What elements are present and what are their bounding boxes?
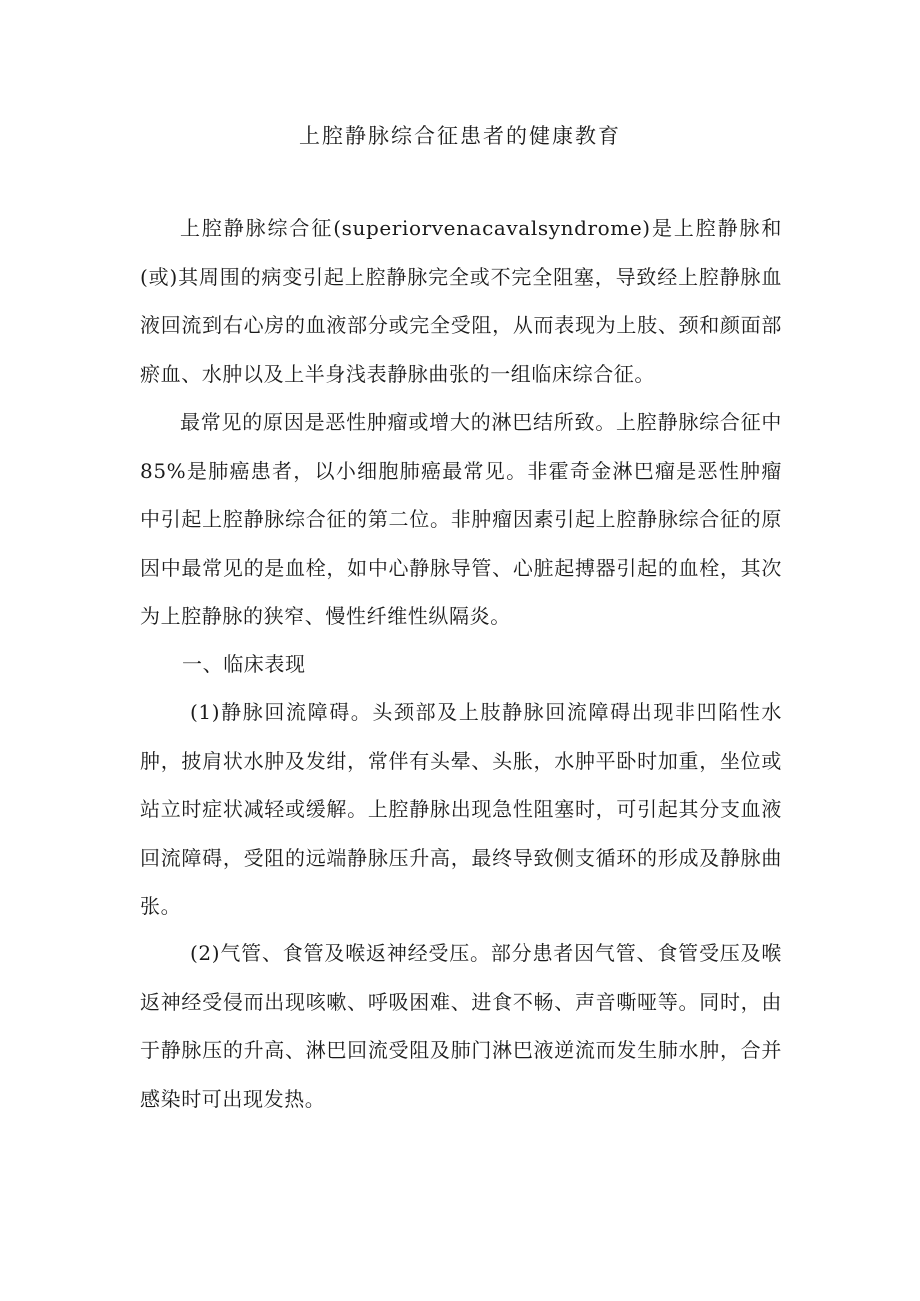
section-heading-clinical: 一、临床表现 [182,652,306,676]
intro-paragraph: 上腔静脉综合征(superiorvenacavalsyndrome)是上腔静脉和(或)其周围的病变引起上腔静脉完全或不完全阻塞，导致经上腔静脉血液回流到右心房的血液部分或完全受阻，从而表现为上肢、颈和颜面部瘀血、水肿以及上半身浅表静脉曲张的一组临床综合征。 [140,216,782,386]
clinical-item-2: (2)气管、食管及喉返神经受压。部分患者因气管、食管受压及喉返神经受侵而出现咳嗽、呼吸困难、进食不畅、声音嘶哑等。同时，由于静脉压的升高、淋巴回流受阻及肺门淋巴液逆流而发生肺水肿，合并感染时可出现发热。 [140,941,782,1111]
document-title: 上腔静脉综合征患者的健康教育 [299,124,621,148]
clinical-item-1: (1)静脉回流障碍。头颈部及上肢静脉回流障碍出现非凹陷性水肿，披肩状水肿及发绀，常伴有头晕、头胀，水肿平卧时加重，坐位或站立时症状减轻或缓解。上腔静脉出现急性阻塞时，可引起其分支血液回流障碍，受阻的远端静脉压升高，最终导致侧支循环的形成及静脉曲张。 [140,700,782,919]
causes-paragraph: 最常见的原因是恶性肿瘤或增大的淋巴结所致。上腔静脉综合征中85%是肺癌患者，以小细胞肺癌最常见。非霍奇金淋巴瘤是恶性肿瘤中引起上腔静脉综合征的第二位。非肿瘤因素引起上腔静脉综合征的原因中最常见的是血栓，如中心静脉导管、心脏起搏器引起的血栓，其次为上腔静脉的狭窄、慢性纤维性纵隔炎。 [140,410,782,629]
